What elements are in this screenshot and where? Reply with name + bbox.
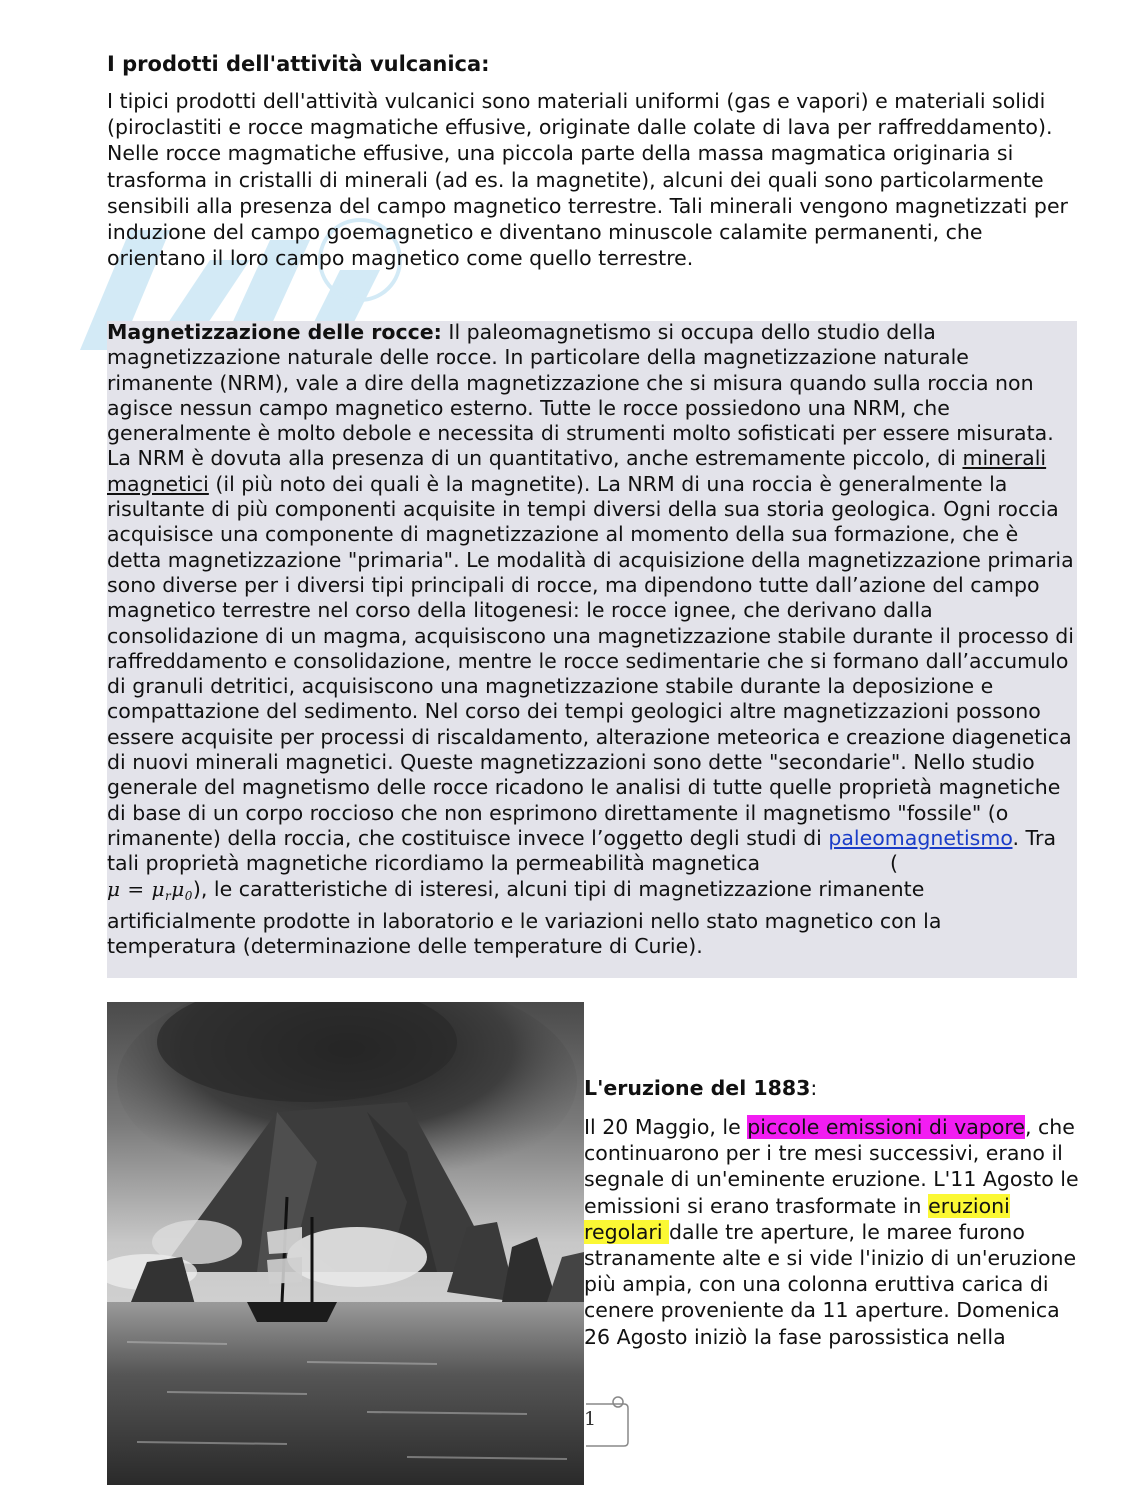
- eruption-paragraph: Il 20 Maggio, le piccole emissioni di vapore, che continuarono per i tre mesi successivi, erano il segnale di un'eminente eruzione. L'11 Agosto le emissioni si erano trasformate in eruzioni regolari dalle tre aperture, le maree furono stranamente alte e si vide l'inizio di un'eruzione più ampia, con una colonna eruttiva carica di cenere proveniente da 11 aperture. Domenica 26 Agosto iniziò la fase parossistica nella: [584, 1115, 1079, 1349]
- section-text-b: (il più noto dei quali è la magnetite). La NRM di una roccia è generalmente la risultante di più componenti acquisite in tempi diversi della sua storia geologica. Ogni roccia acquisisce una componente di magnetizzazione al momento della sua formazione, che è detta magnetizzazione "primaria". Le modalità di acquisizione della magnetizzazione primaria sono diverse per i diversi tipi principali di rocce, ma dipendono tutte dall’azione del campo magnetico terrestre nel corso della litogenesi: le rocce ignee, che derivano dalla consolidazione di un magma, acquisiscono una magnetizzazione stabile durante il processo di raffreddamento e consolidazione, mentre le rocce sedimentarie che si formano dall’accumulo di granuli detritici, acquisiscono una magnetizzazione stabile durante la deposizione e compattazione del sedimento. Nel corso dei tempi geologici altre magnetizzazioni possono essere acquisite per processi di riscaldamento, alterazione meteorica e creazione diagenetica di nuovi minerali magnetici. Queste magnetizzazioni sono dette "secondarie". Nello studio generale del magnetismo delle rocce ricadono le analisi di tutte quelle proprietà magnetiche di base di un corpo roccioso che non esprimono direttamente il magnetismo "fossile" (o rimanente) della roccia, che costituisce invece l’oggetto degli studi di: [107, 471, 1074, 850]
- minerali-magnetici-link[interactable]: minerali magnetici: [107, 446, 1047, 496]
- eruption-section: [584, 1074, 1084, 1350]
- permeability-formula: $\mu = \mu_r\mu_0$: [107, 876, 193, 903]
- magnetization-paragraph: [107, 320, 1075, 959]
- eruption-heading: L'eruzione del 1883:: [584, 1076, 818, 1100]
- section-heading: Magnetizzazione delle rocce:: [107, 320, 442, 344]
- highlight-eruzioni-regolari: eruzioni regolari: [584, 1193, 1010, 1244]
- intro-paragraph: I tipici prodotti dell'attività vulcanici sono materiali uniformi (gas e vapori) e materiali solidi (piroclastiti e rocce magmatiche effusive, originate dalle colate di lava per raffreddamento). Nelle rocce magmatiche effusive, una piccola parte della massa magmatica originaria si trasforma in cristalli di minerali (ad es. la magnetite), alcuni dei quali sono particolarmente sensibili alla presenza del campo magnetico terrestre. Tali minerali vengono magnetizzati per induzione del campo goemagnetico e diventano minuscole calamite permanenti, che orientano il loro campo magnetico come quello terrestre.: [107, 89, 1068, 271]
- page-title: I prodotti dell'attività vulcanica:: [107, 52, 490, 76]
- paren-open: (: [890, 851, 899, 876]
- section-text-a: Il paleomagnetismo si occupa dello studio della magnetizzazione naturale delle rocce. In particolare della magnetizzazione naturale rimanente (NRM), vale a dire della magnetizzazione che si misura quando sulla roccia non agisce nessun campo magnetico esterno. Tutte le rocce possiedono una NRM, che generalmente è molto debole e necessita di strumenti molto sofisticati per essere misurata. La NRM è dovuta alla presenza di un quantitativo, anche estremamente piccolo, di: [107, 320, 1054, 471]
- section-text-d: ), le caratteristiche di isteresi, alcuni tipi di magnetizzazione rimanente artificialmente prodotte in laboratorio e le variazioni nello stato magnetico con la temperatura (determinazione delle temperature di Curie).: [107, 876, 942, 959]
- paleomagnetismo-link[interactable]: paleomagnetismo: [828, 825, 1013, 850]
- highlight-piccole-emissioni: piccole emissioni di vapore: [747, 1115, 1025, 1139]
- section-text-c: . Tra tali proprietà magnetiche ricordiamo la permeabilità magnetica: [107, 825, 1057, 876]
- volcano-photo: [107, 1002, 584, 1485]
- page-number: 1: [584, 1408, 597, 1430]
